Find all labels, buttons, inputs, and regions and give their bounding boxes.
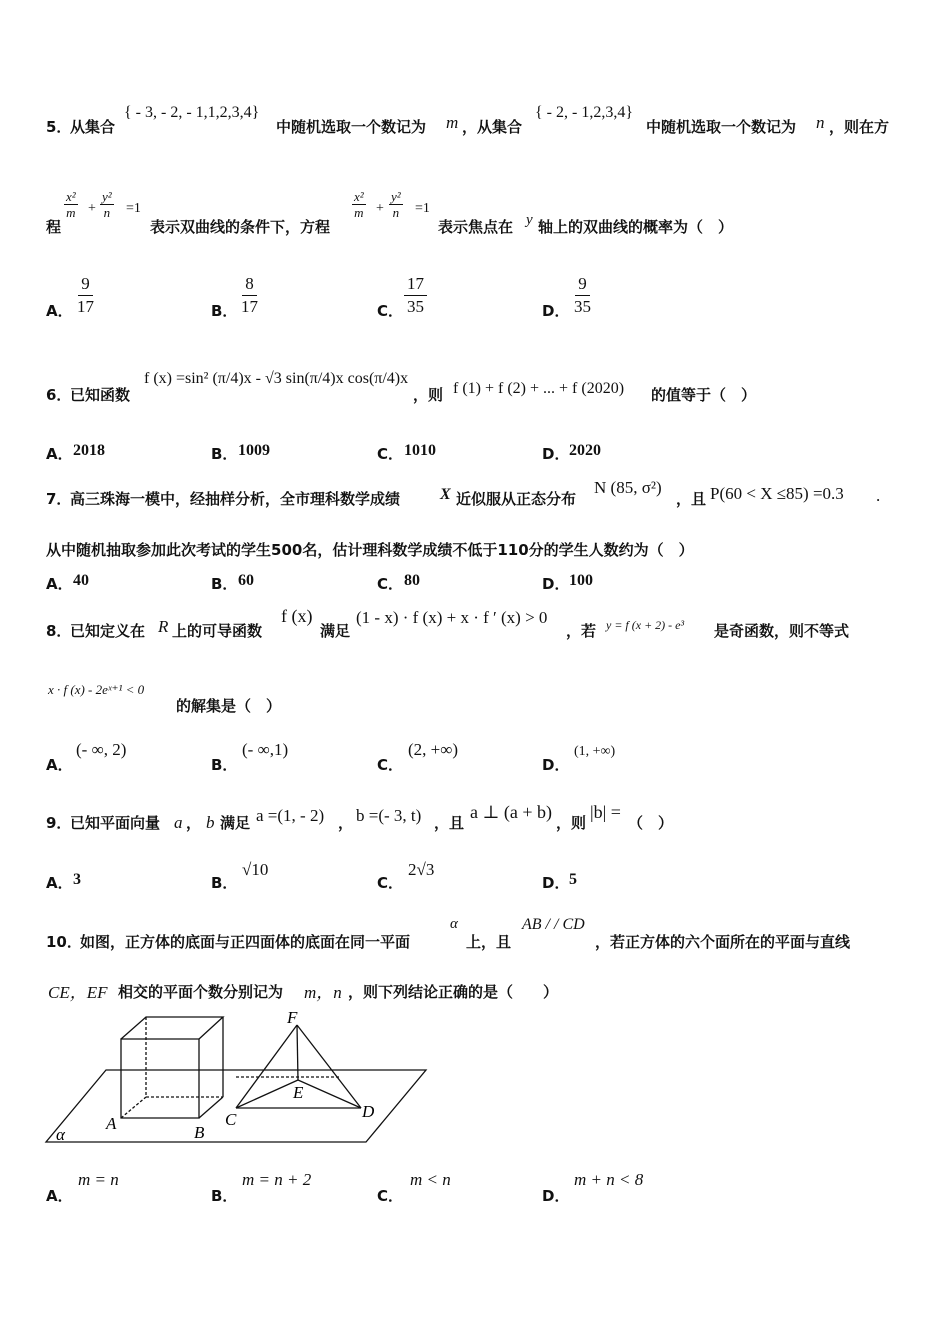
q9-separator: ， [186, 814, 202, 832]
q8-option-c-label: C． [377, 756, 404, 774]
q9-number: 9． [46, 814, 72, 832]
q6-option-c-label: C． [377, 445, 404, 463]
q5-option-c-value: $\frac{17}{35}$ [404, 273, 427, 318]
q5-text-2: 中随机选取一个数记为 [276, 118, 427, 136]
q9-option-b-value: √10 [242, 860, 269, 879]
q10-text-1: 如图，正方体的底面与正四面体的底面在同一平面 [80, 933, 411, 951]
q8-option-a-label: A． [46, 756, 73, 774]
q10-text-5: ，则下列结论正确的是（ ） [348, 983, 559, 1001]
q5-text-7: 表示双曲线的条件下，方程 [150, 218, 331, 236]
label-F: F [287, 1008, 298, 1027]
q5-eq1-frac-x: $\frac{\text{x²}}{m}$ [66, 189, 76, 220]
q7-text-2: 近似服从正态分布 [456, 490, 577, 508]
q5-text-8: 表示焦点在 [438, 218, 514, 236]
q9-text-1: 已知平面向量 [70, 814, 161, 832]
q9-vector-a: a [174, 813, 183, 832]
q9-a-equation: a =(1, - 2) [256, 806, 325, 825]
q5-eq2-plus: + [376, 201, 384, 216]
q8-text-1: 已知定义在 [70, 622, 146, 640]
q9-option-d-value: 5 [569, 871, 577, 888]
q8-option-b-label: B． [211, 756, 238, 774]
q5-option-b-value: $\frac{8}{17}$ [241, 274, 258, 316]
q8-text-5: 是奇函数，则不等式 [714, 622, 850, 640]
q10-geometry-figure [40, 1005, 440, 1150]
q5-text-9: 轴上的双曲线的概率为（ ） [538, 218, 734, 236]
q8-text-6: 的解集是（ ） [176, 697, 282, 715]
q5-text-4: 中随机选取一个数记为 [646, 118, 797, 136]
q6-option-c-value: 1010 [404, 442, 436, 459]
q8-odd-function: y = f (x + 2) - e³ [606, 618, 685, 632]
q5-eq2-frac-y: $\frac{\text{y²}}{n}$ [391, 189, 401, 220]
q5-text-3: ，从集合 [462, 118, 523, 136]
q8-inequality: x · f (x) - 2eˣ⁺¹ < 0 [48, 682, 145, 697]
q5-set-1: { - 3, - 2, - 1,1,2,3,4} [124, 104, 260, 121]
q6-text-2: ，则 [413, 386, 444, 404]
cube [121, 1017, 223, 1118]
label-D: D [362, 1102, 375, 1121]
q6-text-1: 已知函数 [70, 386, 131, 404]
q10-number: 10． [46, 933, 82, 951]
q7-text-3: ，且 [676, 490, 707, 508]
q5-var-n: n [816, 113, 825, 132]
q6-option-b-value: 1009 [238, 442, 270, 459]
q8-var-r: R [158, 617, 169, 636]
q8-option-a-value: (- ∞, 2) [76, 740, 127, 759]
q5-eq1-plus: + [88, 201, 96, 216]
q9-option-a-value: 3 [73, 871, 81, 888]
q10-option-d-value: m + n < 8 [574, 1170, 644, 1189]
q5-option-b-label: B． [211, 302, 238, 320]
q7-option-b-label: B． [211, 575, 238, 593]
q5-option-d-value: $\frac{9}{35}$ [574, 274, 591, 316]
q7-option-a-label: A． [46, 575, 73, 593]
q8-number: 8． [46, 622, 72, 640]
q5-option-a-value: $\frac{9}{17}$ [77, 274, 94, 316]
q5-eq2-frac-x: $\frac{\text{x²}}{m}$ [354, 189, 364, 220]
q8-option-d-value: (1, +∞) [574, 744, 616, 759]
q8-option-c-value: (2, +∞) [408, 740, 459, 759]
q5-text-1: 从集合 [70, 118, 116, 136]
q9-text-5: （ ） [628, 814, 674, 832]
label-C: C [225, 1110, 237, 1129]
q9-option-d-label: D． [542, 874, 570, 892]
q10-mn: m，n [304, 983, 342, 1002]
q7-option-d-label: D． [542, 575, 570, 593]
q10-option-d-label: D． [542, 1187, 570, 1205]
label-A: A [106, 1114, 117, 1133]
q7-text-5: 从中随机抽取参加此次考试的学生500名，估计理科数学成绩不低于110分的学生人数约为（ ） [46, 541, 694, 559]
q5-text-6: 程 [46, 218, 62, 236]
q6-option-b-label: B． [211, 445, 238, 463]
q10-text-3: ，若正方体的六个面所在的平面与直线 [595, 933, 851, 951]
q8-text-3: 满足 [320, 622, 351, 640]
q10-option-b-value: m = n + 2 [242, 1170, 312, 1189]
q10-alpha: α [450, 916, 458, 932]
q5-option-d-label: D． [542, 302, 570, 320]
q10-option-c-label: C． [377, 1187, 404, 1205]
q9-option-a-label: A． [46, 874, 73, 892]
q10-text-2: 上，且 [466, 933, 512, 951]
q10-option-a-label: A． [46, 1187, 73, 1205]
q5-eq1-rhs: =1 [126, 201, 141, 216]
q9-comma: ， [338, 814, 354, 832]
q7-probability: P(60 < X ≤85) =0.3 [710, 484, 844, 503]
q5-text-5: ，则在方 [829, 118, 890, 136]
q9-option-c-label: C． [377, 874, 404, 892]
label-B: B [194, 1123, 205, 1142]
q9-option-c-value: 2√3 [408, 860, 435, 879]
q10-option-b-label: B． [211, 1187, 238, 1205]
q7-distribution: N (85, σ²) [594, 478, 662, 497]
q8-text-4: ，若 [566, 622, 597, 640]
q7-option-c-value: 80 [404, 572, 420, 589]
q5-set-2: { - 2, - 1,2,3,4} [535, 104, 634, 121]
q5-option-a-label: A． [46, 302, 73, 320]
q10-lines: CE，EF [48, 983, 108, 1002]
q7-option-a-value: 40 [73, 572, 89, 589]
q8-option-d-label: D． [542, 756, 570, 774]
q10-text-4: 相交的平面个数分别记为 [118, 983, 284, 1001]
q5-eq2-rhs: =1 [415, 201, 430, 216]
q6-function: f (x) =sin² (π/4)x - √3 sin(π/4)x cos(π/4)x [144, 370, 409, 387]
q9-option-b-label: B． [211, 874, 238, 892]
q5-option-c-label: C． [377, 302, 404, 320]
q10-option-c-value: m < n [410, 1170, 451, 1189]
q5-eq1-frac-y: $\frac{\text{y²}}{n}$ [102, 189, 112, 220]
q7-option-c-label: C． [377, 575, 404, 593]
q5-number: 5． [46, 118, 72, 136]
q9-b-equation: b =(- 3, t) [356, 806, 422, 825]
q8-text-2: 上的可导函数 [172, 622, 263, 640]
q6-sum: f (1) + f (2) + ... + f (2020) [453, 380, 625, 397]
q5-var-m: m [446, 113, 459, 132]
q6-option-d-label: D． [542, 445, 570, 463]
q7-var-x: X [440, 486, 451, 503]
q7-text-1: 高三珠海一模中，经抽样分析，全市理科数学成绩 [70, 490, 401, 508]
q7-period: . [876, 486, 881, 505]
q8-fx: f (x) [281, 606, 313, 626]
q6-option-a-value: 2018 [73, 442, 105, 459]
q7-option-d-value: 100 [569, 572, 593, 589]
q9-vector-b: b [206, 813, 215, 832]
q7-number: 7． [46, 490, 72, 508]
q9-text-3: ，且 [434, 814, 465, 832]
q6-option-d-value: 2020 [569, 442, 601, 459]
q10-parallel: AB / / CD [522, 916, 585, 933]
q9-text-2: 满足 [220, 814, 251, 832]
label-E: E [293, 1083, 304, 1102]
q10-option-a-value: m = n [78, 1170, 119, 1189]
q7-option-b-value: 60 [238, 572, 254, 589]
q6-text-3: 的值等于（ ） [651, 386, 757, 404]
q9-text-4: ，则 [556, 814, 587, 832]
label-alpha: α [56, 1125, 65, 1144]
q9-abs-b: |b| = [590, 802, 621, 822]
q8-condition: (1 - x) · f (x) + x · f ′ (x) > 0 [356, 608, 548, 627]
q6-number: 6． [46, 386, 72, 404]
q9-perpendicular: a ⊥ (a + b) [470, 802, 553, 822]
q8-option-b-value: (- ∞,1) [242, 740, 289, 759]
q5-var-y: y [526, 212, 533, 228]
q6-option-a-label: A． [46, 445, 73, 463]
